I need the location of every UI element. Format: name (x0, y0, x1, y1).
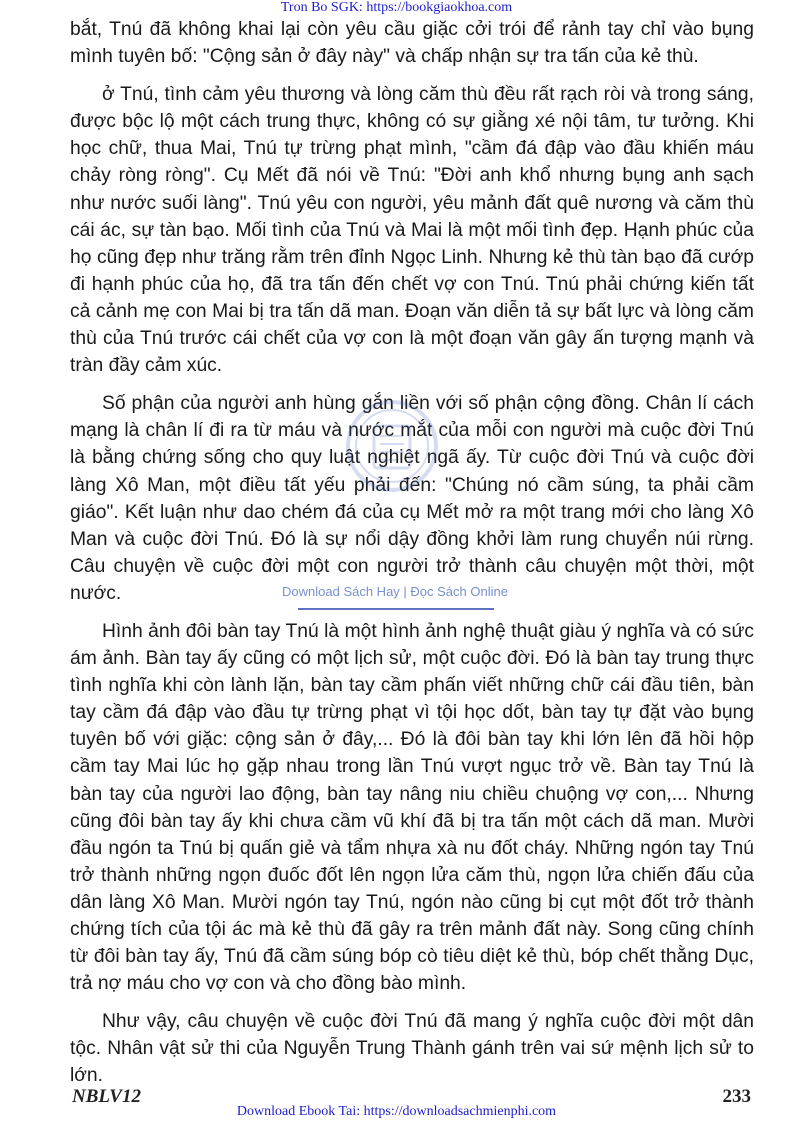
book-code: NBLV12 (72, 1086, 141, 1107)
paragraph-5: Như vậy, câu chuyện về cuộc đời Tnú đã mang ý nghĩa cuộc đời một dân tộc. Nhân vật sử thi của Nguyễn Trung Thành gánh trên vai sứ mệnh lịch sử to lớn. (70, 1011, 754, 1087)
paragraph-1: bắt, Tnú đã không khai lại còn yêu cầu giặc cởi trói để rảnh tay chỉ vào bụng mình tuyên bố: "Cộng sản ở đây này" và chấp nhận sự tra tấn của kẻ thù. (70, 19, 754, 68)
paragraph-2: ở Tnú, tình cảm yêu thương và lòng căm thù đều rất rạch ròi và trong sáng, được bộc lộ một cách trung thực, không có sự giằng xé nội tâm, tư tưởng. Khi học chữ, thua Mai, Tnú tự trừng phạt mình, "cầm đá đập vào đầu khiến máu chảy ròng ròng". Cụ Mết đã nói về Tnú: "Đời anh khổ nhưng bụng anh sạch như nước suối làng". Tnú yêu con người, yêu mảnh đất quê nương và căm thù cái ác, sự tàn bạo. Mối tình của Tnú và Mai là một mối tình đẹp. Hạnh phúc của họ cũng đẹp như trăng rằm trên đỉnh Ngọc Linh. Nhưng kẻ thù tàn bạo đã cướp đi hạnh phúc của họ, đã tra tấn đến chết vợ con Tnú. Tnú phải chứng kiến tất cả cảnh mẹ con Mai bị tra tấn dã man. Đoạn văn diễn tả sự bất lực và lòng căm thù của Tnú trước cái chết của vợ con là một đoạn văn gây ấn tượng mạnh và tràn đầy cảm xúc. (70, 84, 754, 377)
paragraph-3: Số phận của người anh hùng gắn liền với số phận cộng đồng. Chân lí cách mạng là chân lí đi ra từ máu và nước mắt của mỗi con người mà cuộc đời Tnú là bằng chứng sống cho quy luật nghiệt ngã ấy. Từ cuộc đời Tnú và cuộc đời làng Xô Man, một điều tất yếu phải đến: "Chúng nó cầm súng, ta phải cầm giáo". Kết luận như dao chém đá của cụ Mết mở ra một trang mới cho làng Xô Man và cuộc đời Tnú. Đó là sự nổi dậy đồng khởi làm rung chuyển núi rừng. Câu chuyện về cuộc đời một con người trở thành câu chuyện một thời, một nước. (70, 393, 754, 604)
page-body (70, 16, 754, 1101)
bottom-download-link[interactable]: Download Ebook Tai: https://downloadsachmienphi.com (236, 1104, 557, 1119)
watermark-text: Download Sách Hay | Đọc Sách Online (282, 584, 508, 599)
page-number: 233 (722, 1086, 751, 1107)
top-source-link[interactable]: Tron Bo SGK: https://bookgiaokhoa.com (280, 0, 513, 15)
paragraph-4: Hình ảnh đôi bàn tay Tnú là một hình ảnh nghệ thuật giàu ý nghĩa và có sức ám ảnh. Bàn tay ấy cũng có một lịch sử, một cuộc đời. Đó là bàn tay trung thực tình nghĩa khi còn lành lặn, bàn tay cầm phấn viết những chữ cái đầu tiên, bàn tay cầm đá đập vào đầu tự trừng phạt vì tội học dốt, bàn tay tự đặt vào bụng tuyên bố với giặc: cộng sản ở đây,... Đó là đôi bàn tay khi lớn lên đã hồi hộp cầm tay Mai lúc họ gặp nhau trong lần Tnú vượt ngục trở về. Bàn tay Tnú là bàn tay của người lao động, bàn tay nâng niu chiều chuộng vợ con,... Nhưng cũng đôi bàn tay ấy khi chưa cầm vũ khí đã bị tra tấn một cách dã man. Mười đầu ngón ta Tnú bị quấn giẻ và tẩm nhựa xà nu đốt cháy. Những ngón tay Tnú trở thành những ngọn đuốc đốt lên ngọn lửa căm thù, ngọn lửa chiến đấu của dân làng Xô Man. Mười ngón tay Tnú, ngón nào cũng bị cụt một đốt trở thành chứng tích của tội ác mà kẻ thù đã gây ra trên mảnh đất này. Song cũng chính từ đôi bàn tay ấy, Tnú đã cầm súng bóp cò tiêu diệt kẻ thù, bóp chết thằng Dục, trả nợ máu cho vợ con và cho đồng bào mình. (70, 620, 754, 995)
